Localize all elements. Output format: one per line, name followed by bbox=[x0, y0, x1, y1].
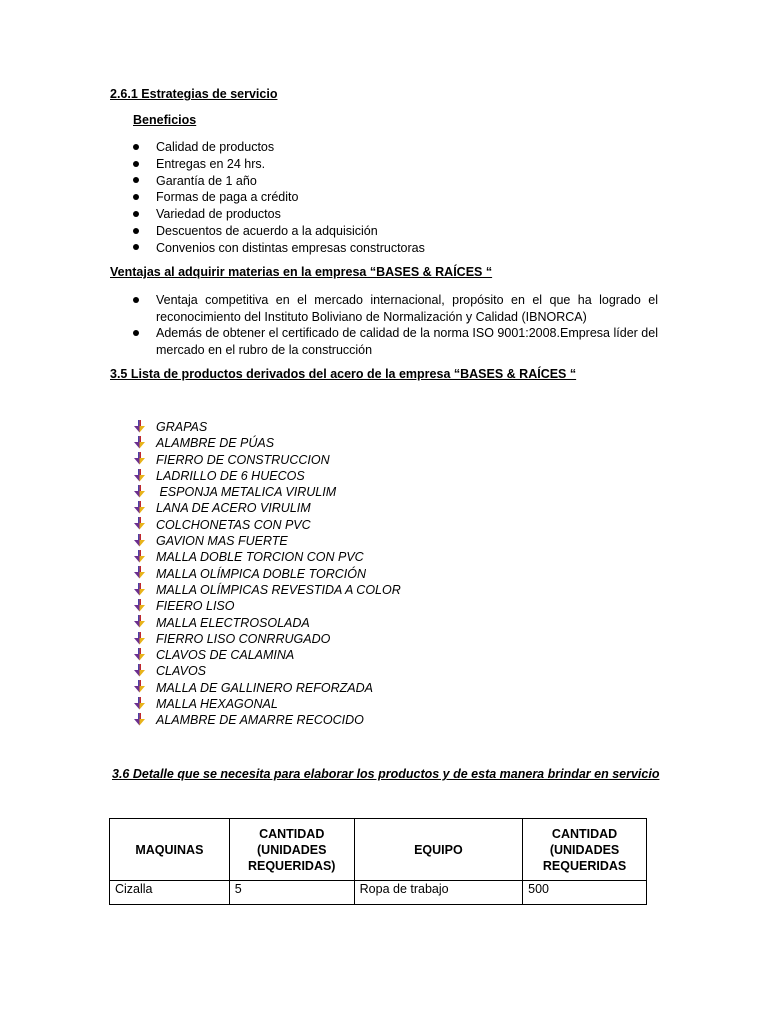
list-item-text: MALLA DE GALLINERO REFORZADA bbox=[156, 680, 373, 695]
list-item bbox=[133, 325, 658, 358]
list-item-text: MALLA HEXAGONAL bbox=[156, 697, 278, 712]
arrow-bullet-icon bbox=[133, 469, 146, 482]
arrow-bullet-icon bbox=[133, 550, 146, 563]
list-item-text: MALLA OLÍMPICA DOBLE TORCIÓN bbox=[156, 566, 367, 581]
list-item bbox=[133, 240, 425, 257]
bullet-icon bbox=[133, 144, 139, 150]
list-item bbox=[133, 435, 401, 451]
bullet-icon bbox=[133, 211, 139, 217]
list-item bbox=[133, 680, 401, 696]
bullet-icon bbox=[133, 297, 139, 303]
list-item bbox=[133, 468, 401, 484]
list-item-text: MALLA ELECTROSOLADA bbox=[156, 615, 310, 630]
list-item bbox=[133, 631, 401, 647]
ventajas-heading: Ventajas al adquirir materias en la empresa “BASES & RAÍCES “ bbox=[110, 265, 493, 279]
table-row bbox=[110, 881, 647, 905]
list-item bbox=[133, 615, 401, 631]
list-item bbox=[133, 292, 658, 325]
header-cantidad-2: CANTIDAD (UNIDADES REQUERIDAS bbox=[523, 819, 647, 881]
arrow-bullet-icon bbox=[133, 452, 146, 465]
list-item-text: LANA DE ACERO VIRULIM bbox=[156, 501, 311, 516]
list-item-text: Entregas en 24 hrs. bbox=[156, 156, 266, 171]
beneficios-subheading: Beneficios bbox=[133, 113, 197, 127]
section-heading-3-5: 3.5 Lista de productos derivados del acero de la empresa “BASES & RAÍCES “ bbox=[110, 367, 577, 381]
bullet-icon bbox=[133, 330, 139, 336]
header-equipo: EQUIPO bbox=[354, 819, 522, 881]
list-item bbox=[133, 712, 401, 728]
list-item bbox=[133, 189, 425, 206]
list-item bbox=[133, 549, 401, 565]
list-item bbox=[133, 533, 401, 549]
arrow-bullet-icon bbox=[133, 501, 146, 514]
list-item-text: GRAPAS bbox=[156, 420, 208, 434]
list-item bbox=[133, 582, 401, 598]
arrow-bullet-icon bbox=[133, 517, 146, 530]
list-item bbox=[133, 206, 425, 223]
list-item bbox=[133, 566, 401, 582]
list-item-text: ALAMBRE DE AMARRE RECOCIDO bbox=[156, 713, 364, 728]
list-item-text: CLAVOS DE CALAMINA bbox=[156, 648, 295, 663]
bullet-icon bbox=[133, 161, 139, 167]
arrow-bullet-icon bbox=[133, 485, 146, 498]
list-item-text: MALLA OLÍMPICAS REVESTIDA A COLOR bbox=[156, 582, 401, 597]
arrow-bullet-icon bbox=[133, 534, 146, 547]
arrow-bullet-icon bbox=[133, 615, 146, 628]
list-item bbox=[133, 156, 425, 173]
table-header-row bbox=[110, 819, 647, 881]
list-item-text: Formas de paga a crédito bbox=[156, 190, 299, 205]
table-cell: Ropa de trabajo bbox=[354, 881, 522, 905]
list-item-text: ALAMBRE DE PÚAS bbox=[156, 436, 275, 451]
list-item-text: Calidad de productos bbox=[156, 140, 275, 154]
arrow-bullet-icon bbox=[133, 599, 146, 612]
list-item bbox=[133, 173, 425, 190]
arrow-bullet-icon bbox=[133, 632, 146, 645]
list-item-text: LADRILLO DE 6 HUECOS bbox=[156, 468, 305, 483]
bullet-icon bbox=[133, 177, 139, 183]
list-item bbox=[133, 139, 425, 156]
list-item bbox=[133, 223, 425, 240]
list-item-text: COLCHONETAS CON PVC bbox=[156, 517, 311, 532]
list-item bbox=[133, 696, 401, 712]
list-item-text: Además de obtener el certificado de calidad de la norma ISO 9001:2008.Empresa líder del mercado en el rubro de la construcción bbox=[156, 326, 658, 357]
arrow-bullet-icon bbox=[133, 436, 146, 449]
list-item bbox=[133, 663, 401, 679]
bullet-icon bbox=[133, 194, 139, 200]
arrow-bullet-icon bbox=[133, 566, 146, 579]
products-list bbox=[133, 419, 401, 729]
list-item-text: Convenios con distintas empresas constructoras bbox=[156, 240, 425, 255]
list-item-text: FIERRO LISO CONRRUGADO bbox=[156, 631, 331, 646]
arrow-bullet-icon bbox=[133, 664, 146, 677]
beneficios-list bbox=[133, 139, 425, 257]
list-item-text: CLAVOS bbox=[156, 664, 207, 679]
bullet-icon bbox=[133, 244, 139, 250]
bullet-icon bbox=[133, 228, 139, 234]
arrow-bullet-icon bbox=[133, 648, 146, 661]
arrow-bullet-icon bbox=[133, 697, 146, 710]
list-item bbox=[133, 598, 401, 614]
header-cantidad-1: CANTIDAD (UNIDADES REQUERIDAS) bbox=[229, 819, 354, 881]
list-item bbox=[133, 500, 401, 516]
section-heading-3-6: 3.6 Detalle que se necesita para elaborar los productos y de esta manera brindar en servicio bbox=[112, 767, 660, 781]
list-item-text: FIERRO DE CONSTRUCCION bbox=[156, 452, 330, 467]
list-item-text: FIEERO LISO bbox=[156, 599, 235, 614]
arrow-bullet-icon bbox=[133, 680, 146, 693]
list-item bbox=[133, 484, 401, 500]
list-item-text: Garantía de 1 año bbox=[156, 173, 257, 188]
table-cell: 500 bbox=[523, 881, 647, 905]
detail-table bbox=[109, 818, 647, 905]
list-item-text: Variedad de productos bbox=[156, 207, 281, 222]
list-item bbox=[133, 517, 401, 533]
header-maquinas: MAQUINAS bbox=[110, 819, 230, 881]
arrow-bullet-icon bbox=[133, 583, 146, 596]
list-item-text: Ventaja competitiva en el mercado internacional, propósito en el que ha logrado el reconocimiento del Instituto Boliviano de Normalización y Calidad (IBNORCA) bbox=[156, 293, 658, 324]
list-item-text: ESPONJA METALICA VIRULIM bbox=[156, 485, 337, 500]
table-cell: Cizalla bbox=[110, 881, 230, 905]
section-heading-2-6-1: 2.6.1 Estrategias de servicio bbox=[110, 87, 278, 101]
table-cell: 5 bbox=[229, 881, 354, 905]
list-item bbox=[133, 452, 401, 468]
list-item bbox=[133, 419, 401, 435]
arrow-bullet-icon bbox=[133, 420, 146, 433]
ventajas-list bbox=[133, 292, 658, 358]
list-item-text: GAVION MAS FUERTE bbox=[156, 534, 288, 549]
list-item-text: Descuentos de acuerdo a la adquisición bbox=[156, 223, 378, 238]
list-item-text: MALLA DOBLE TORCION CON PVC bbox=[156, 550, 364, 565]
arrow-bullet-icon bbox=[133, 713, 146, 726]
list-item bbox=[133, 647, 401, 663]
